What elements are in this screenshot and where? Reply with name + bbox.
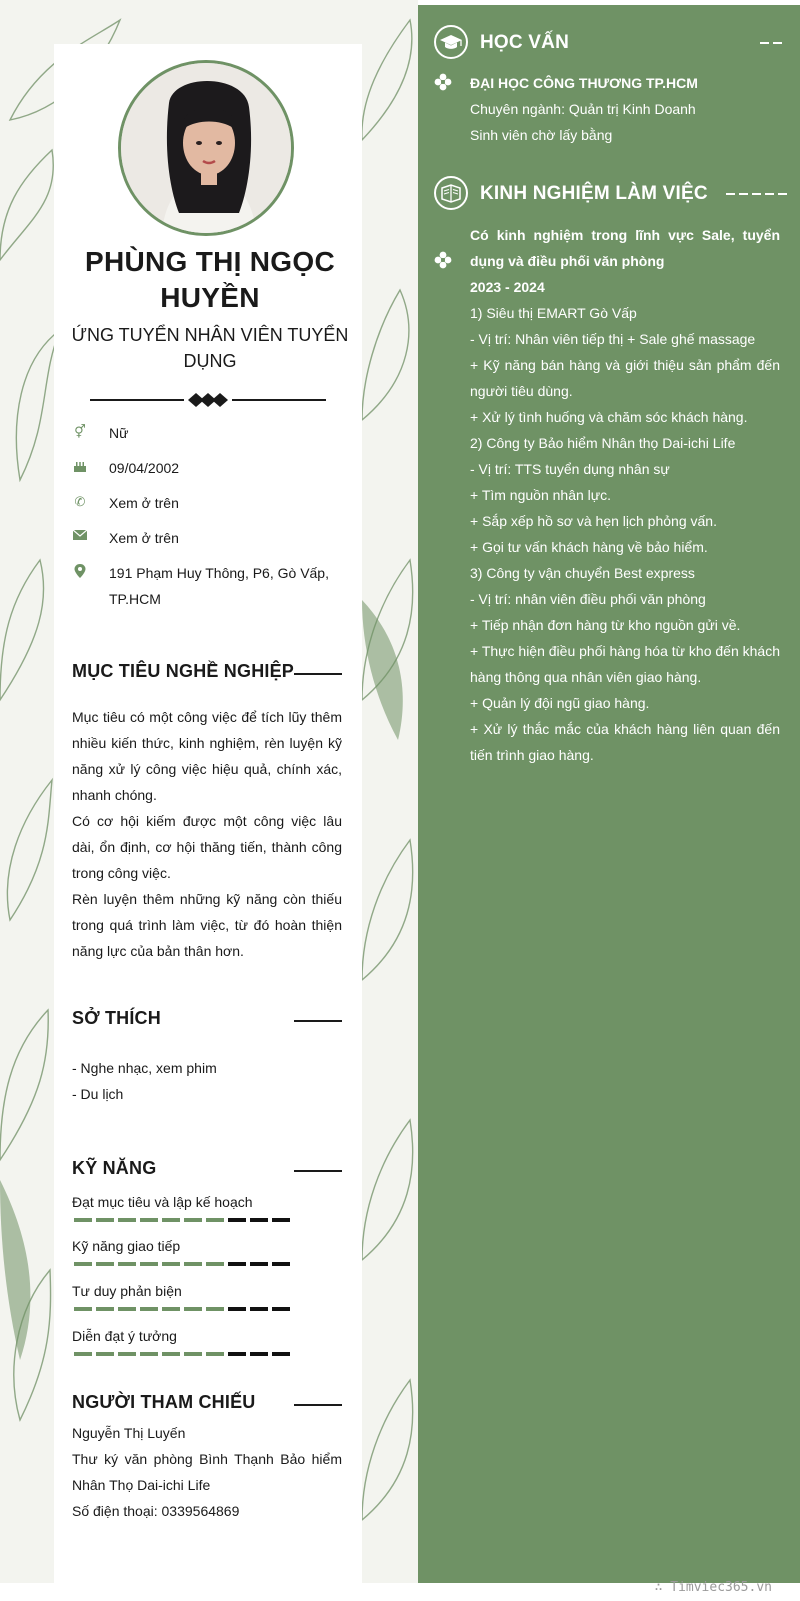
education-status: Sinh viên chờ lấy bằng bbox=[470, 127, 613, 143]
skill-segment-filled bbox=[96, 1352, 114, 1356]
watermark: ∴ Timviec365.vn bbox=[654, 1580, 772, 1595]
reference-role: Thư ký văn phòng Bình Thạnh Bảo hiểm Nhân Thọ Dai-ichi Life bbox=[72, 1451, 342, 1493]
skill-segment-filled bbox=[184, 1218, 202, 1222]
references-title: NGƯỜI THAM CHIẾU bbox=[72, 1392, 256, 1412]
skill-segment-filled bbox=[96, 1307, 114, 1311]
skill-segment-filled bbox=[206, 1218, 224, 1222]
skill-segment-filled bbox=[140, 1262, 158, 1266]
birthday-value: 09/04/2002 bbox=[109, 460, 180, 476]
experience-line: - Vị trí: nhân viên điều phối văn phòng bbox=[470, 591, 706, 607]
experience-line: - Vị trí: TTS tuyển dụng nhân sự bbox=[470, 461, 670, 477]
references-text bbox=[72, 1420, 342, 1524]
objective-title-line bbox=[294, 673, 342, 675]
experience-line: + Kỹ năng bán hàng và giới thiệu sản phẩm đến người tiêu dùng. bbox=[470, 357, 780, 399]
experience-line: - Vị trí: Nhân viên tiếp thị + Sale ghế massage bbox=[470, 331, 756, 347]
experience-line: + Xử lý thắc mắc của khách hàng liên quan đến tiến trình giao hàng. bbox=[470, 721, 780, 763]
hobbies-list bbox=[72, 1055, 342, 1107]
reference-phone: Số điện thoại: 0339564869 bbox=[72, 1503, 240, 1519]
skill-label: Tư duy phản biện bbox=[72, 1283, 182, 1299]
ornament-divider bbox=[90, 390, 326, 410]
skill-segment-empty bbox=[250, 1218, 268, 1222]
hobbies-title: SỞ THÍCH bbox=[72, 1008, 161, 1028]
skill-segment-filled bbox=[162, 1218, 180, 1222]
location-pin-icon bbox=[72, 564, 88, 580]
skill-segment-filled bbox=[184, 1307, 202, 1311]
skill-segment-empty bbox=[250, 1352, 268, 1356]
experience-title-dashes bbox=[726, 193, 788, 195]
experience-line: + Sắp xếp hồ sơ và hẹn lịch phỏng vấn. bbox=[470, 513, 717, 529]
skill-segment-filled bbox=[96, 1218, 114, 1222]
objective-title: MỤC TIÊU NGHỀ NGHIỆP bbox=[72, 661, 295, 681]
skill-segment-filled bbox=[162, 1262, 180, 1266]
skill-segment-empty bbox=[272, 1307, 290, 1311]
skill-segment-filled bbox=[206, 1307, 224, 1311]
skills-title: KỸ NĂNG bbox=[72, 1158, 157, 1178]
experience-details bbox=[470, 222, 780, 768]
skill-segment-filled bbox=[118, 1218, 136, 1222]
skill-segment-filled bbox=[206, 1262, 224, 1266]
applied-position: ỨNG TUYỂN NHÂN VIÊN TUYỂN DỤNG bbox=[71, 325, 349, 371]
references-title-line bbox=[294, 1404, 342, 1406]
skill-segment-filled bbox=[184, 1262, 202, 1266]
objective-paragraph: Có cơ hội kiếm được một công việc lâu dài, ổn định, cơ hội thăng tiến, thành công trong công việc. bbox=[72, 813, 342, 881]
skill-label: Kỹ năng giao tiếp bbox=[72, 1238, 181, 1254]
skill-segment-filled bbox=[74, 1352, 92, 1356]
candidate-name: PHÙNG THỊ NGỌC HUYỀN bbox=[85, 246, 335, 313]
hobby-item: - Nghe nhạc, xem phim bbox=[72, 1060, 217, 1076]
experience-line: + Tiếp nhận đơn hàng từ kho nguồn gửi về. bbox=[470, 617, 741, 633]
experience-summary: Có kinh nghiệm trong lĩnh vực Sale, tuyển dụng và điều phối văn phòng bbox=[470, 227, 780, 269]
experience-line: 3) Công ty vận chuyển Best express bbox=[470, 565, 695, 581]
skill-segment-empty bbox=[272, 1262, 290, 1266]
skill-segment-filled bbox=[74, 1262, 92, 1266]
skill-segment-filled bbox=[118, 1307, 136, 1311]
skill-segment-empty bbox=[272, 1218, 290, 1222]
skill-segment-empty bbox=[250, 1262, 268, 1266]
experience-line: 1) Siêu thị EMART Gò Vấp bbox=[470, 305, 637, 321]
flower-bullet-icon bbox=[434, 73, 452, 91]
skill-segment-empty bbox=[228, 1262, 246, 1266]
skill-segment-filled bbox=[140, 1218, 158, 1222]
objective-text bbox=[72, 704, 342, 964]
skill-level-bar bbox=[74, 1307, 296, 1311]
skill-level-bar bbox=[74, 1352, 296, 1356]
skill-segment-filled bbox=[162, 1307, 180, 1311]
gender-value: Nữ bbox=[109, 425, 129, 441]
email-value: Xem ở trên bbox=[109, 530, 179, 546]
objective-paragraph: Mục tiêu có một công việc để tích lũy thêm nhiều kiến thức, kinh nghiệm, rèn luyện kỹ năng xử lý công việc hiệu quả, chính xác, nhanh chóng. bbox=[72, 709, 342, 803]
flower-bullet-icon bbox=[434, 251, 452, 269]
education-title: HỌC VẤN bbox=[480, 32, 570, 53]
experience-line: + Xử lý tình huống và chăm sóc khách hàng. bbox=[470, 409, 748, 425]
gender-icon: ⚥ bbox=[74, 424, 86, 439]
skill-segment-filled bbox=[206, 1352, 224, 1356]
phone-icon: ✆ bbox=[74, 494, 86, 509]
hobby-item: - Du lịch bbox=[72, 1086, 124, 1102]
address-value: 191 Phạm Huy Thông, P6, Gò Vấp, TP.HCM bbox=[109, 565, 329, 607]
skills-title-line bbox=[294, 1170, 342, 1172]
skill-segment-filled bbox=[162, 1352, 180, 1356]
skill-segment-empty bbox=[228, 1352, 246, 1356]
skill-segment-empty bbox=[228, 1307, 246, 1311]
skill-segment-filled bbox=[140, 1352, 158, 1356]
skill-label: Đạt mục tiêu và lập kế hoạch bbox=[72, 1194, 253, 1210]
email-icon bbox=[72, 529, 88, 545]
experience-line: + Tìm nguồn nhân lực. bbox=[470, 487, 612, 503]
portrait-photo bbox=[121, 63, 294, 236]
avatar bbox=[118, 60, 294, 236]
skill-segment-filled bbox=[74, 1218, 92, 1222]
skill-segment-filled bbox=[140, 1307, 158, 1311]
school-name: ĐẠI HỌC CÔNG THƯƠNG TP.HCM bbox=[470, 75, 698, 91]
experience-line: + Thực hiện điều phối hàng hóa từ kho đến khách hàng thông qua nhân viên giao hàng. bbox=[470, 643, 780, 685]
major: Chuyên ngành: Quản trị Kinh Doanh bbox=[470, 101, 696, 117]
skill-segment-filled bbox=[118, 1352, 136, 1356]
skill-segment-empty bbox=[228, 1218, 246, 1222]
experience-period: 2023 - 2024 bbox=[470, 279, 545, 295]
objective-paragraph: Rèn luyện thêm những kỹ năng còn thiếu trong quá trình làm việc, từ đó hoàn thiện năng lực của bản thân hơn. bbox=[72, 891, 342, 959]
skill-level-bar bbox=[74, 1218, 296, 1222]
book-icon bbox=[434, 176, 468, 210]
phone-value: Xem ở trên bbox=[109, 495, 179, 511]
skill-segment-empty bbox=[250, 1307, 268, 1311]
education-title-dashes bbox=[760, 42, 784, 44]
experience-title: KINH NGHIỆM LÀM VIỆC bbox=[480, 183, 708, 204]
hobbies-title-line bbox=[294, 1020, 342, 1022]
skill-segment-filled bbox=[96, 1262, 114, 1266]
birthday-cake-icon bbox=[72, 459, 88, 475]
experience-line: 2) Công ty Bảo hiểm Nhân thọ Dai-ichi Life bbox=[470, 435, 736, 451]
skill-segment-empty bbox=[272, 1352, 290, 1356]
experience-line: + Quản lý đội ngũ giao hàng. bbox=[470, 695, 650, 711]
skill-segment-filled bbox=[118, 1262, 136, 1266]
skill-segment-filled bbox=[74, 1307, 92, 1311]
experience-line: + Gọi tư vấn khách hàng về bảo hiểm. bbox=[470, 539, 708, 555]
graduation-cap-icon bbox=[434, 25, 468, 59]
education-details bbox=[470, 70, 780, 148]
reference-name: Nguyễn Thị Luyến bbox=[72, 1425, 186, 1441]
skill-label: Diễn đạt ý tưởng bbox=[72, 1328, 177, 1344]
skill-segment-filled bbox=[184, 1352, 202, 1356]
skill-level-bar bbox=[74, 1262, 296, 1266]
